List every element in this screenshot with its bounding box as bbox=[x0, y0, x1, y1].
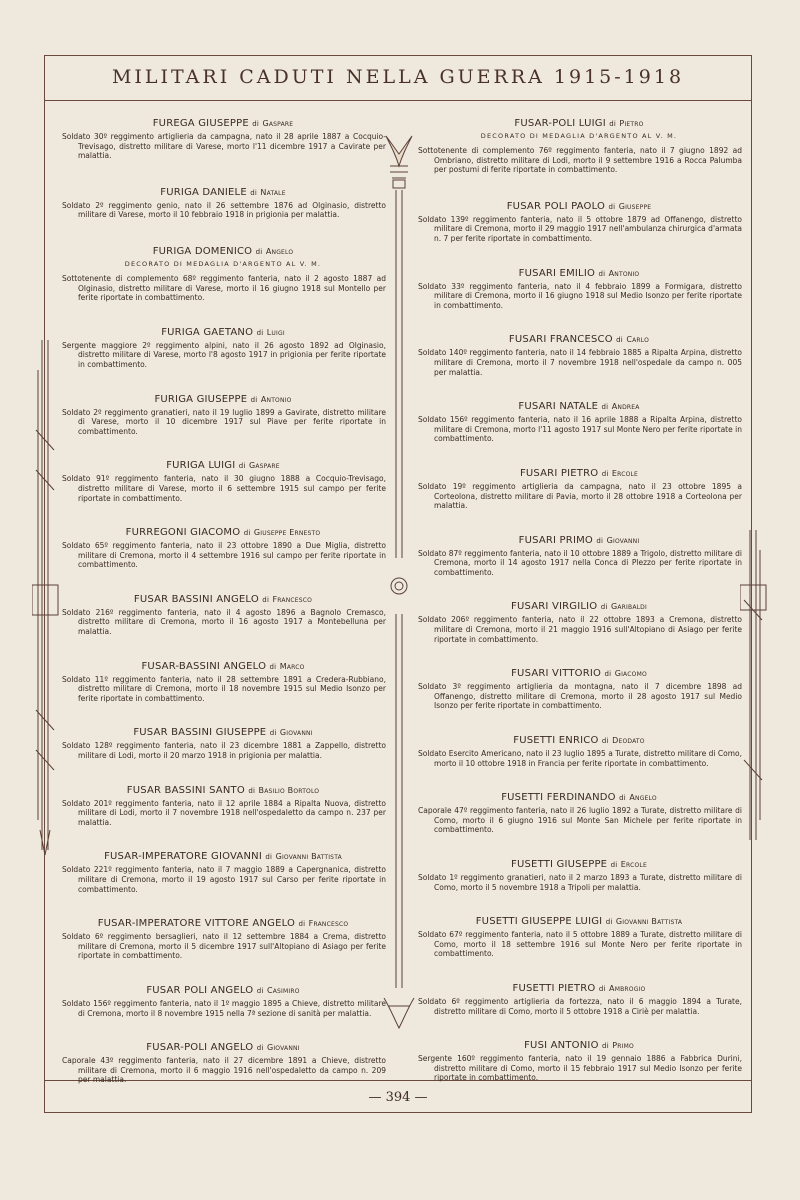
entry-name: FUSI ANTONIO bbox=[524, 1040, 599, 1052]
entry-name: FUSAR-BASSINI ANGELO bbox=[141, 660, 267, 672]
entry-text: Soldato 6º reggimento bersaglieri, nato il 12 settembre 1884 a Crema, distretto militare di Cremona, morto il 5 dicembre 1917 sull'Altopiano di Asiago per ferite riportate in combattimento. bbox=[62, 932, 386, 961]
left-column bbox=[60, 118, 386, 1085]
entry-text: Soldato 1º reggimento granatieri, nato il 2 marzo 1893 a Turate, distretto militare di Como, morto il 5 novembre 1918 a Tripoli per malattia. bbox=[418, 873, 742, 892]
entry-father: Primo bbox=[612, 1041, 634, 1051]
list-item: FUSAR POLI ANGELO di Casimiro Soldato 156º reggimento fanteria, nato il 1º maggio 1895 a Chieve, distretto militare di Cremona, morto il 8 novembre 1915 nella 7ª sezione di sanità per malattia. bbox=[62, 984, 386, 1018]
entry-text: Soldato 6º reggimento artiglieria da fortezza, nato il 6 maggio 1894 a Turate, distretto militare di Como, morto il 5 ottobre 1918 a Ciriè per malattia. bbox=[418, 996, 742, 1016]
entry-name: FUSARI PIETRO bbox=[519, 467, 599, 479]
entry-text: Soldato 128º reggimento fanteria, nato il 23 dicembre 1881 a Zappello, distretto militare di Lodi, morto il 20 marzo 1918 in prigionia per malattia. bbox=[62, 741, 386, 761]
entry-text: Soldato 67º reggimento fanteria, nato il 5 ottobre 1889 a Turate, distretto militare di Como, morto il 18 settembre 1916 sul Monte Nero per ferite riportate in combattimento. bbox=[418, 930, 742, 959]
entry-text: Soldato 33º reggimento fanteria, nato il 4 febbraio 1899 a Formigara, distretto militare di Cremona, morto il 16 giugno 1918 sul Medio Isonzo per ferite riportate in combattimento. bbox=[418, 281, 742, 310]
entry-name: FUSAR BASSINI ANGELO bbox=[133, 593, 259, 605]
entry-father: Casimiro bbox=[266, 985, 300, 995]
header-rule bbox=[44, 100, 752, 101]
entry-name: FURIGA LUIGI bbox=[166, 460, 236, 472]
list-item: FUSARI NATALE di Andrea Soldato 156º reggimento fanteria, nato il 16 aprile 1888 a Ripalta Arpina, distretto militare di Cremona, morto l'11 agosto 1917 sul Monte Nero per ferite riportate in combattimento. bbox=[418, 401, 742, 444]
list-item: FUSARI VIRGILIO di Garibaldi Soldato 206º reggimento fanteria, nato il 22 ottobre 1893 a Cremona, distretto militare di Cremona, morto il 21 maggio 1916 sull'Altopiano di Asiago per ferite riportate in combattimento. bbox=[418, 601, 742, 644]
entry-father: Giuseppe bbox=[618, 201, 652, 211]
list-item: FUSAR BASSINI ANGELO di Francesco Soldato 216º reggimento fanteria, nato il 4 agosto 1896 a Bagnolo Cremasco, distretto militare di Cremona, morto il 16 agosto 1917 a Montebelluna per malattia. bbox=[62, 593, 386, 637]
entry-name: FUSETTI FERDINANDO bbox=[501, 792, 616, 804]
entry-text: Soldato 140º reggimento fanteria, nato il 14 febbraio 1885 a Ripalta Arpina, distretto militare di Cremona, morto il 7 novembre 1918 nell'ospedale da campo n. 005 per malattia. bbox=[418, 348, 742, 377]
list-item: FUSAR-POLI LUIGI di Pietro DECORATO DI MEDAGLIA D'ARGENTO AL V. M. Sottotenente di complemento 76º reggimento fanteria, nato il 7 giugno 1892 ad Ombriano, distretto militare di Lodi, morto il 9 settembre 1916 a Rocca Palumba per postumi di ferite riportate in combattimento. bbox=[418, 118, 742, 175]
entry-father: Antonio bbox=[260, 394, 292, 404]
list-item: FUSAR-BASSINI ANGELO di Marco Soldato 11º reggimento fanteria, nato il 28 settembre 1891 a Credera-Rubbiano, distretto militare di Cremona, morto il 18 novembre 1915 sul Medio Isonzo per ferite riportate in combattimento. bbox=[62, 660, 386, 703]
list-item: FUSARI EMILIO di Antonio Soldato 33º reggimento fanteria, nato il 4 febbraio 1899 a Formigara, distretto militare di Cremona, morto il 16 giugno 1918 sul Medio Isonzo per ferite riportate in combattimento. bbox=[418, 267, 742, 310]
entry-text: Soldato 91º reggimento fanteria, nato il 30 giugno 1888 a Cocquio-Trevisago, distretto militare di Varese, morto il 6 settembre 1915 sul campo per ferite riportate in combattimento. bbox=[62, 474, 386, 503]
list-item: FUSAR-IMPERATORE GIOVANNI di Giovanni Battista Soldato 221º reggimento fanteria, nato il 7 maggio 1889 a Capergnanica, distretto militare di Cremona, morto il 19 agosto 1917 sul Carso per ferite riportate in combattimento. bbox=[62, 851, 386, 894]
entry-name: FUSARI VITTORIO bbox=[511, 668, 602, 680]
entry-name: FUSAR POLI ANGELO bbox=[146, 984, 254, 996]
list-item: FUSARI PRIMO di Giovanni Soldato 87º reggimento fanteria, nato il 10 ottobre 1889 a Trigolo, distretto militare di Cremona, morto il 14 agosto 1917 nella Conca di Plezzo per ferite riportate in combattimento. bbox=[418, 534, 742, 577]
list-item: FURIGA GAETANO di Luigi Sergente maggiore 2º reggimento alpini, nato il 26 agosto 1892 ad Olginasio, distretto militare di Varese, morto l'8 agosto 1917 in prigionia per ferite riportate in combattimento. bbox=[62, 326, 386, 369]
entry-text: Soldato 11º reggimento fanteria, nato il 28 settembre 1891 a Credera-Rubbiano, distretto militare di Cremona, morto il 18 novembre 1915 sul Medio Isonzo per ferite riportate in combattimento. bbox=[62, 674, 386, 703]
entry-name: FUSAR-POLI LUIGI bbox=[514, 118, 606, 129]
entry-father: Ercole bbox=[620, 860, 647, 869]
entry-text: Soldato 87º reggimento fanteria, nato il 10 ottobre 1889 a Trigolo, distretto militare di Cremona, morto il 14 agosto 1917 nella Conca di Plezzo per ferite riportate in combattimento. bbox=[418, 548, 742, 577]
entry-name: FUSETTI GIUSEPPE bbox=[511, 859, 608, 870]
entry-father: Ambrogio bbox=[609, 983, 646, 993]
list-item: FUSETTI GIUSEPPE LUIGI di Giovanni Battista Soldato 67º reggimento fanteria, nato il 5 ottobre 1889 a Turate, distretto militare di Como, morto il 18 settembre 1916 sul Monte Nero per ferite riportate in combattimento. bbox=[418, 916, 742, 959]
entry-text: Soldato 2º reggimento granatieri, nato il 19 luglio 1899 a Gavirate, distretto militare di Varese, morto il 10 dicembre 1917 sul Piave per ferite riportate in combattimento. bbox=[62, 407, 386, 436]
entry-text: Sottotenente di complemento 68º reggimento fanteria, nato il 2 agosto 1887 ad Olginasio, distretto militare di Varese, morto il 16 giugno 1918 sul Montello per ferite riportate in combattimento. bbox=[62, 273, 386, 303]
entry-text: Soldato 216º reggimento fanteria, nato il 4 agosto 1896 a Bagnolo Cremasco, distretto militare di Cremona, morto il 16 agosto 1917 a Montebelluna per malattia. bbox=[62, 607, 386, 637]
entry-father: Giuseppe Ernesto bbox=[253, 528, 321, 538]
entry-father: Carlo bbox=[626, 335, 650, 345]
entry-name: FUSAR-IMPERATORE GIOVANNI bbox=[104, 851, 262, 863]
list-item: FUREGA GIUSEPPE di Gaspare Soldato 30º reggimento artiglieria da campagna, nato il 28 aprile 1887 a Cocquio-Trevisago, distretto militare di Varese, morto l'11 dicembre 1917 a Cavirate per malattia. bbox=[62, 118, 386, 161]
entry-father: Giovanni Battista bbox=[615, 917, 683, 927]
entry-father: Andrea bbox=[611, 402, 640, 412]
entry-father: Natale bbox=[260, 187, 286, 197]
entry-name: FUREGA GIUSEPPE bbox=[152, 118, 249, 129]
entry-text: Soldato 139º reggimento fanteria, nato il 5 ottobre 1879 ad Offanengo, distretto militare di Cremona, morto il 29 maggio 1917 nell'ambulanza chirurgica d'armata n. 7 per ferite riportate in combattimento. bbox=[418, 214, 742, 243]
medal-note: DECORATO DI MEDAGLIA D'ARGENTO AL V. M. bbox=[124, 259, 322, 268]
list-item: FUSARI VITTORIO di Giacomo Soldato 3º reggimento artiglieria da montagna, nato il 7 dicembre 1898 ad Offanengo, distretto militare di Cremona, morto il 28 agosto 1917 sul Medio Isonzo per ferite riportate in combattimento. bbox=[418, 668, 742, 711]
entry-father: Ercole bbox=[611, 468, 639, 478]
entry-name: FUSETTI GIUSEPPE LUIGI bbox=[475, 916, 603, 928]
entry-name: FUSAR-POLI ANGELO bbox=[146, 1042, 254, 1054]
list-item: FUSAR POLI PAOLO di Giuseppe Soldato 139º reggimento fanteria, nato il 5 ottobre 1879 ad Offanengo, distretto militare di Cremona, morto il 29 maggio 1917 nell'ambulanza chirurgica d'armata n. 7 per ferite riportate in combattimento. bbox=[418, 200, 742, 243]
entry-text: Soldato 206º reggimento fanteria, nato il 22 ottobre 1893 a Cremona, distretto militare di Cremona, morto il 21 maggio 1916 sull'Altopiano di Asiago per ferite riportate in combattimento. bbox=[418, 615, 742, 644]
entry-father: Giovanni bbox=[279, 728, 313, 738]
entry-text: Soldato 201º reggimento fanteria, nato il 12 aprile 1884 a Ripalta Nuova, distretto militare di Lodi, morto il 7 novembre 1918 nell'ospedaletto da campo n. 237 per malattia. bbox=[62, 798, 386, 827]
entry-father: Giacomo bbox=[614, 669, 647, 679]
list-item: FUSETTI GIUSEPPE di Ercole Soldato 1º reggimento granatieri, nato il 2 marzo 1893 a Turate, distretto militare di Como, morto il 5 novembre 1918 a Tripoli per malattia. bbox=[418, 859, 742, 892]
entry-name: FUSETTI PIETRO bbox=[512, 982, 596, 994]
entry-father: Francesco bbox=[272, 594, 313, 604]
entry-name: FUSAR-IMPERATORE VITTORE ANGELO bbox=[97, 918, 296, 930]
list-item: FURIGA GIUSEPPE di Antonio Soldato 2º reggimento granatieri, nato il 19 luglio 1899 a Gavirate, distretto militare di Varese, morto il 10 dicembre 1917 sul Piave per ferite riportate in combattimento. bbox=[62, 393, 386, 436]
entry-name: FUSARI EMILIO bbox=[518, 267, 596, 279]
entry-text: Soldato 65º reggimento fanteria, nato il 23 ottobre 1890 a Due Miglia, distretto militare di Cremona, morto il 4 settembre 1916 sul campo per ferite riportate in combattimento. bbox=[62, 541, 386, 570]
list-item: FUSETTI PIETRO di Ambrogio Soldato 6º reggimento artiglieria da fortezza, nato il 6 maggio 1894 a Turate, distretto militare di Como, morto il 5 ottobre 1918 a Ciriè per malattia. bbox=[418, 982, 742, 1016]
entry-name: FUSARI FRANCESCO bbox=[508, 334, 613, 346]
entry-name: FUSAR BASSINI GIUSEPPE bbox=[133, 727, 267, 739]
entry-father: Pietro bbox=[619, 119, 644, 128]
entry-name: FURIGA GAETANO bbox=[161, 326, 254, 338]
entry-father: Luigi bbox=[266, 327, 285, 337]
entry-father: Gaspare bbox=[262, 119, 294, 128]
page-number: — 394 — bbox=[368, 1090, 428, 1105]
entry-father: Garibaldi bbox=[610, 602, 647, 612]
entry-father: Giovanni Battista bbox=[275, 852, 342, 862]
list-item: FUSI ANTONIO di Primo Sergente 160º reggimento fanteria, nato il 19 gennaio 1886 a Fabbrica Durini, distretto militare di Como, morto il 15 febbraio 1917 sul Medio Isonzo per ferite riportate in combattimento. bbox=[418, 1040, 742, 1083]
entry-father: Basilio Bortolo bbox=[258, 785, 320, 795]
list-item: FURIGA DANIELE di Natale Soldato 2º reggimento genio, nato il 26 settembre 1876 ad Olginasio, distretto militare di Varese, morto il 10 febbraio 1918 in prigionia per malattia. bbox=[62, 186, 386, 220]
entry-text: Soldato Esercito Americano, nato il 23 luglio 1895 a Turate, distretto militare di Como, morto il 10 ottobre 1918 in Francia per ferite riportate in combattimento. bbox=[418, 749, 742, 768]
medal-note: DECORATO DI MEDAGLIA D'ARGENTO AL V. M. bbox=[480, 132, 678, 140]
list-item: FURREGONI GIACOMO di Giuseppe Ernesto Soldato 65º reggimento fanteria, nato il 23 ottobre 1890 a Due Miglia, distretto militare di Cremona, morto il 4 settembre 1916 sul campo per ferite riportate in combattimento. bbox=[62, 527, 386, 570]
list-item: FUSETTI FERDINANDO di Angelo Caporale 47º reggimento fanteria, nato il 26 luglio 1892 a Turate, distretto militare di Como, morto il 6 giugno 1916 sul Monte San Michele per ferite riportate in combattimento. bbox=[418, 792, 742, 835]
entry-text: Soldato 156º reggimento fanteria, nato il 16 aprile 1888 a Ripalta Arpina, distretto militare di Cremona, morto l'11 agosto 1917 sul Monte Nero per ferite riportate in combattimento. bbox=[418, 415, 742, 444]
entry-name: FURREGONI GIACOMO bbox=[125, 527, 241, 539]
list-item: FUSETTI ENRICO di Deodato Soldato Esercito Americano, nato il 23 luglio 1895 a Turate, distretto militare di Como, morto il 10 ottobre 1918 in Francia per ferite riportate in combattimento. bbox=[418, 735, 742, 768]
entry-name: FUSETTI ENRICO bbox=[513, 735, 599, 747]
entry-name: FUSAR BASSINI SANTO bbox=[126, 784, 245, 796]
entry-name: FUSAR POLI PAOLO bbox=[506, 200, 606, 212]
entry-text: Soldato 30º reggimento artiglieria da campagna, nato il 28 aprile 1887 a Cocquio-Trevisago, distretto militare di Varese, morto l'11 dicembre 1917 a Cavirate per malattia. bbox=[62, 132, 386, 161]
entry-name: FURIGA DANIELE bbox=[160, 186, 247, 198]
entry-text: Caporale 47º reggimento fanteria, nato il 26 luglio 1892 a Turate, distretto militare di Como, morto il 6 giugno 1916 sul Monte San Michele per ferite riportate in combattimento. bbox=[418, 806, 742, 835]
list-item: FURIGA LUIGI di Gaspare Soldato 91º reggimento fanteria, nato il 30 giugno 1888 a Cocquio-Trevisago, distretto militare di Varese, morto il 6 settembre 1915 sul campo per ferite riportate in combattimento. bbox=[62, 460, 386, 503]
entry-text: Soldato 156º reggimento fanteria, nato il 1º maggio 1895 a Chieve, distretto militare di Cremona, morto il 8 novembre 1915 nella 7ª sezione di sanità per malattia. bbox=[62, 998, 386, 1018]
entry-father: Angelo bbox=[629, 793, 657, 803]
list-item: FUSAR BASSINI GIUSEPPE di Giovanni Soldato 128º reggimento fanteria, nato il 23 dicembre 1881 a Zappello, distretto militare di Lodi, morto il 20 marzo 1918 in prigionia per malattia. bbox=[62, 727, 386, 761]
entry-name: FUSARI VIRGILIO bbox=[511, 601, 598, 613]
list-item: FUSAR BASSINI SANTO di Basilio Bortolo Soldato 201º reggimento fanteria, nato il 12 aprile 1884 a Ripalta Nuova, distretto militare di Lodi, morto il 7 novembre 1918 nell'ospedaletto da campo n. 237 per malattia. bbox=[62, 784, 386, 827]
list-item: FUSARI FRANCESCO di Carlo Soldato 140º reggimento fanteria, nato il 14 febbraio 1885 a Ripalta Arpina, distretto militare di Cremona, morto il 7 novembre 1918 nell'ospedale da campo n. 005 per malattia. bbox=[418, 334, 742, 377]
entry-name: FUSARI NATALE bbox=[518, 401, 599, 413]
entry-name: FURIGA GIUSEPPE bbox=[154, 393, 248, 405]
right-column bbox=[416, 118, 742, 1083]
entry-name: FUSARI PRIMO bbox=[518, 534, 593, 546]
entry-text: Sergente maggiore 2º reggimento alpini, nato il 26 agosto 1892 ad Olginasio, distretto militare di Varese, morto l'8 agosto 1917 in prigionia per ferite riportate in combattimento. bbox=[62, 340, 386, 369]
list-item: FUSAR-IMPERATORE VITTORE ANGELO di Francesco Soldato 6º reggimento bersaglieri, nato il 12 settembre 1884 a Crema, distretto militare di Cremona, morto il 5 dicembre 1917 sull'Altopiano di Asiago per ferite riportate in combattimento. bbox=[62, 918, 386, 961]
entry-father: Antonio bbox=[608, 268, 640, 278]
entry-father: Marco bbox=[279, 661, 305, 671]
entry-father: Angelo bbox=[265, 246, 294, 256]
entry-father: Giovanni bbox=[266, 1043, 300, 1053]
entry-father: Francesco bbox=[308, 919, 349, 929]
list-item: FUSAR-POLI ANGELO di Giovanni Caporale 43º reggimento fanteria, nato il 27 dicembre 1891 a Chieve, distretto militare di Cremona, morto il 6 maggio 1916 nell'ospedaletto da campo n. 209 per malattia. bbox=[62, 1042, 386, 1085]
entry-text: Caporale 43º reggimento fanteria, nato il 27 dicembre 1891 a Chieve, distretto militare di Cremona, morto il 6 maggio 1916 nell'ospedaletto da campo n. 209 per malattia. bbox=[62, 1056, 386, 1085]
list-item: FURIGA DOMENICO di Angelo DECORATO DI MEDAGLIA D'ARGENTO AL V. M. Sottotenente di complemento 68º reggimento fanteria, nato il 2 agosto 1887 ad Olginasio, distretto militare di Varese, morto il 16 giugno 1918 sul Montello per ferite riportate in combattimento. bbox=[62, 245, 386, 303]
entry-text: Soldato 19º reggimento artiglieria da campagna, nato il 23 ottobre 1895 a Corteolona, distretto militare di Pavia, morto il 28 ottobre 1918 a Corteolona per malattia. bbox=[418, 481, 742, 511]
entry-text: Soldato 221º reggimento fanteria, nato il 7 maggio 1889 a Capergnanica, distretto militare di Cremona, morto il 19 agosto 1917 sul Carso per ferite riportate in combattimento. bbox=[62, 865, 386, 894]
entry-father: Giovanni bbox=[606, 535, 640, 545]
list-item: FUSARI PIETRO di Ercole Soldato 19º reggimento artiglieria da campagna, nato il 23 ottobre 1895 a Corteolona, distretto militare di Pavia, morto il 28 ottobre 1918 a Corteolona per malattia. bbox=[418, 467, 742, 511]
entry-text: Soldato 3º reggimento artiglieria da montagna, nato il 7 dicembre 1898 ad Offanengo, distretto militare di Cremona, morto il 28 agosto 1917 sul Medio Isonzo per ferite riportate in combattimento. bbox=[418, 682, 742, 711]
right-fasces-ornament bbox=[740, 520, 768, 850]
entry-text: Sottotenente di complemento 76º reggimento fanteria, nato il 7 giugno 1892 ad Ombriano, distretto militare di Lodi, morto il 9 settembre 1916 a Rocca Palumba per postumi di ferite riportate in combattimento. bbox=[418, 146, 742, 175]
entry-father: Gaspare bbox=[248, 461, 280, 471]
entry-text: Sergente 160º reggimento fanteria, nato il 19 gennaio 1886 a Fabbrica Durini, distretto militare di Como, morto il 15 febbraio 1917 sul Medio Isonzo per ferite riportate in combattimento. bbox=[418, 1054, 742, 1083]
left-fasces-ornament bbox=[32, 330, 60, 860]
entry-text: Soldato 2º reggimento genio, nato il 26 settembre 1876 ad Olginasio, distretto militare di Varese, morto il 10 febbraio 1918 in prigionia per malattia. bbox=[62, 200, 386, 220]
entry-father: Deodato bbox=[612, 736, 645, 746]
page-title: MILITARI CADUTI NELLA GUERRA 1915-1918 bbox=[111, 66, 685, 88]
entry-name: FURIGA DOMENICO bbox=[152, 245, 253, 257]
